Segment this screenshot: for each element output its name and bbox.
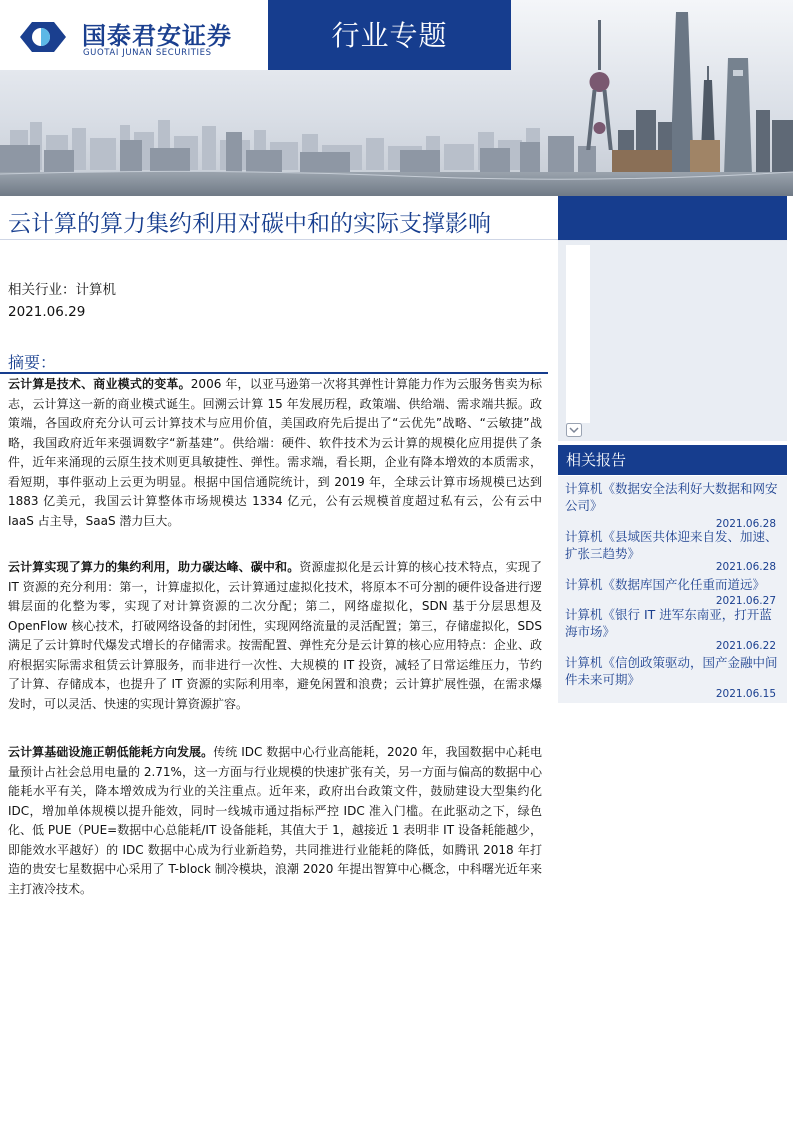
summary-paragraph [8, 558, 542, 714]
related-report-date: 2021.06.28 [715, 518, 776, 530]
stock-chart-panel [558, 241, 787, 441]
logo-chinese-name: 国泰君安证券 [82, 22, 232, 50]
related-reports-list [558, 476, 787, 703]
summary-heading: 摘要： [8, 353, 57, 372]
logo-english-name: GUOTAI JUNAN SECURITIES [83, 48, 212, 58]
related-report-date: 2021.06.22 [715, 640, 776, 652]
paragraph-lead: 云计算是技术、商业模式的变革。 [8, 377, 191, 391]
summary-paragraph [8, 375, 542, 531]
paragraph-lead: 云计算实现了算力的集约利用，助力碳达峰、碳中和。 [8, 560, 300, 574]
report-type-label: 行业专题 [331, 19, 448, 52]
related-reports-title: 相关报告 [566, 451, 627, 469]
paragraph-body: 传统 IDC 数据中心行业高能耗，2020 年，我国数据中心耗电量预计占社会总用电量的 2.71%，这一方面与行业规模的快速扩张有关，另一方面与偏高的数据中心能耗水平有关，降本增效成为行业的关注重点。近年来，政府出台政策文件，鼓励建设大型集约化 IDC，增加单体规模以提升能效，同时一线城市通过指标严控 IDC 准入门槛。在此驱动之下，绿色化、低 PUE（PUE=数据中心总能耗/IT 设备能耗，其值大于 1，越接近 1 表明非 IT 设备耗能越少，即能效水平越好）的 IDC 数据中心成为行业新趋势，共同推进行业能耗的降低，如腾讯 2018 年打造的贵安七星数据中心采用了 T-block 制冷模块，浪潮 2020 年提出智算中心概念，中科曙光近年来主打液冷技术。 [8, 745, 542, 896]
paragraph-body: 2006 年，以亚马逊第一次将其弹性计算能力作为云服务售卖为标志，云计算这一新的商业模式诞生。回溯云计算 15 年发展历程，政策端、供给端、需求端共振。政策端，各国政府充分认可云计算技术与应用价值，美国政府先后提出了“云优先”战略、“云敏捷”战略，我国政府近年来强调数字“新基建”。供给端：硬件、软件技术为云计算的规模化应用提供了条件，近年来涌现的云原生技术则更具敏捷性、弹性。需求端，看长期，企业有降本增效的本质需求，看短期，事件驱动上云更为明显。根据中国信通院统计，到 2019 年，全球云计算市场规模已达到 1883 亿美元，我国云计算整体市场规模达 1334 亿元，公有云规模首度超过私有云，公有云中 IaaS 占主导，SaaS 潜力巨大。 [8, 377, 542, 528]
related-report-link[interactable]: 计算机《信创政策驱动，国产金融中间件未来可期》 [565, 655, 778, 687]
related-industry: 相关行业：计算机 [8, 282, 116, 298]
sidebar-header-bar [558, 196, 787, 240]
report-title: 云计算的算力集约利用对碳中和的实际支撑影响 [8, 211, 491, 237]
summary-divider [0, 372, 548, 374]
paragraph-lead: 云计算基础设施正朝低能耗方向发展。 [8, 745, 214, 759]
related-report-link[interactable]: 计算机《银行 IT 进军东南亚，打开蓝海市场》 [565, 607, 772, 639]
related-report-item[interactable] [565, 606, 781, 656]
related-report-date: 2021.06.15 [715, 688, 776, 700]
related-report-item[interactable] [565, 654, 781, 704]
related-reports-header [558, 445, 787, 475]
related-report-item[interactable] [565, 528, 781, 578]
header-banner [0, 0, 793, 196]
related-report-item[interactable] [565, 576, 781, 606]
related-report-link[interactable]: 计算机《县域医共体迎来自发、加速、扩张三趋势》 [565, 529, 778, 561]
summary-paragraph [8, 743, 542, 899]
related-report-date: 2021.06.27 [715, 595, 776, 607]
report-date: 2021.06.29 [8, 304, 86, 320]
title-divider [0, 239, 558, 240]
paragraph-body: 资源虚拟化是云计算的核心技术特点，实现了 IT 资源的充分利用：第一，计算虚拟化，云计算通过虚拟化技术，将原本不可分割的硬件设备进行逻辑层面的化整为零，实现了对计算资源的二次分配；第二，网络虚拟化，SDN 基于分层思想及 OpenFlow 核心技术，打破网络设备的封闭性，实现网络流量的灵活配置；第三，存储虚拟化，SDS 满足了云计算时代爆发式增长的存储需求。按需配置、弹性充分是云计算的核心应用特点：企业、政府根据实际需求租赁云计算服务，而非进行一次性、大规模的 IT 投资，减轻了日常运维压力，节约了计算、存储成本，也提升了 IT 资源的实际利用率，避免闲置和浪费；云计算扩展性强，在需求爆发时，可以灵活、快速的实现计算资源扩容。 [8, 560, 542, 711]
related-report-date: 2021.06.28 [715, 561, 776, 573]
company-logo [0, 0, 268, 70]
related-report-link[interactable]: 计算机《数据安全法利好大数据和网安公司》 [565, 481, 778, 513]
chart-area [566, 245, 590, 423]
report-type-tab [268, 0, 511, 70]
expand-icon[interactable] [566, 423, 582, 437]
related-report-link[interactable]: 计算机《数据库国产化任重而道远》 [565, 577, 766, 592]
guotai-junan-logo-icon [18, 20, 68, 54]
related-report-item[interactable] [565, 480, 781, 530]
